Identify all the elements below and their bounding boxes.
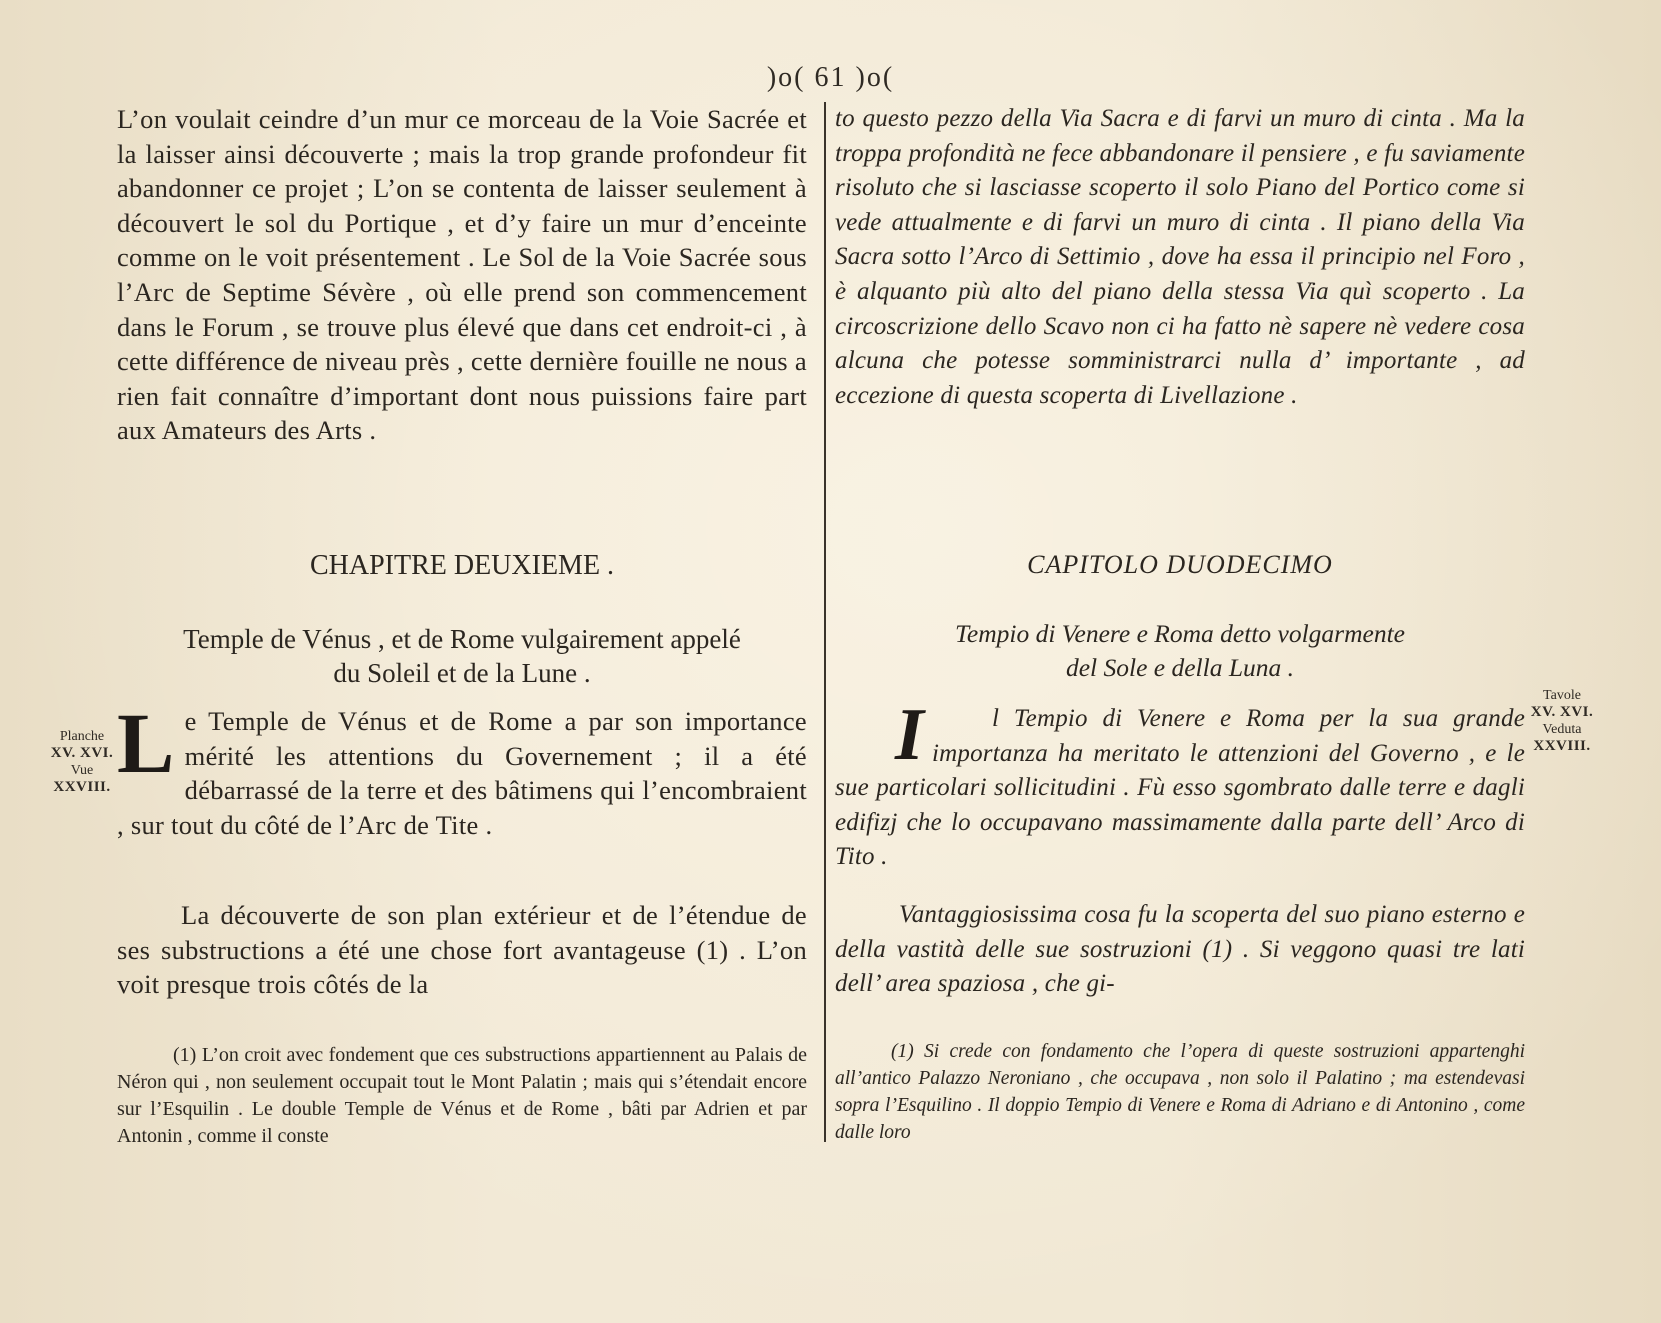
margin-note-label: Vue <box>70 763 94 778</box>
italian-drop-cap: I <box>895 694 924 776</box>
italian-footnote: (1) Si crede con fondamento che l’opera di queste sostruzioni appartenghi all’antico Palazzo Neroniano , che occupava , non solo il Palatino ; ma estendevasi sopra l’Esquilino . Il doppio Tempio di Venere e Roma di Adriano e di Antonino , come dalle loro <box>835 1041 1525 1143</box>
italian-paragraph-2: l Tempio di Venere e Roma per la sua grande importanza ha meritato le attenzioni del Governo , e le sue particolari sollicitudini . Fù esso sgombrato dalle terre e dagli edifizj che lo occupavano massimamente dalla parte dell’ Arco di Tito . <box>835 705 1525 871</box>
margin-note-label: Tavole <box>1543 688 1581 703</box>
italian-chapter-title: CAPITOLO DUODECIMO <box>1027 550 1333 579</box>
italian-subtitle-line-1: Tempio di Venere e Roma detto volgarmente <box>955 619 1405 648</box>
french-drop-cap: L <box>117 695 175 791</box>
italian-subtitle-line-2: del Sole e della Luna . <box>1065 653 1295 682</box>
page-number: )o( 61 )o( <box>766 62 895 93</box>
french-paragraph-2: e Temple de Vénus et de Rome a par son importance mérité les attentions du Governement ; il a été débarrassé de la terre et des bâtimens qui l’encombraient , sur tout du côté de l’Arc de Tite . <box>117 706 807 840</box>
italian-paragraph-1: to questo pezzo della Via Sacra e di farvi un muro di cinta . Ma la troppa profondità ne fece abbandonare il pensiere , e fu saviamente risoluto che si lasciasse scoperto il solo Piano del Portico come si vede attualmente e di farvi un muro di cinta . Il piano della Via Sacra sotto l’Arco di Settimio , dove ha essa il principio nel Foro , è alquanto più alto del piano della stessa Via quì scoperto . La circoscrizione dello Scavo non ci ha fatto nè sapere nè vedere cosa alcuna che potesse somministrarci nulla d’ importante , ad eccezione di questa scoperta di Livellazione . <box>835 105 1525 409</box>
italian-paragraph-3: Vantaggiosissima cosa fu la scoperta del suo piano esterno e della vastità delle sue sostruzioni (1) . Si veggono quasi tre lati dell’ area spaziosa , che gi- <box>835 901 1525 998</box>
french-paragraph-3: La découverte de son plan extérieur et de l’étendue de ses substructions a été une chose fort avantageuse (1) . L’on voit presque trois côtés de la <box>117 900 807 1000</box>
french-subtitle-line-2: du Soleil et de la Lune . <box>333 658 591 688</box>
margin-note-plates: XV. XVI. <box>1530 704 1594 720</box>
column-divider <box>824 102 826 1142</box>
french-chapter-title: CHAPITRE DEUXIEME . <box>309 550 615 581</box>
margin-note-label: Planche <box>59 729 105 744</box>
french-paragraph-1: L’on voulait ceindre d’un mur ce morceau de la Voie Sacrée et la laisser ainsi découverte ; mais la trop grande profondeur fit abandonner ce projet ; L’on se contenta de laisser seulement à découvert le sol du Portique , et d’y faire un mur d’enceinte comme on le voit présentement . Le Sol de la Voie Sacrée sous l’Arc de Septime Sévère , où elle prend son commencement dans le Forum , se trouve plus élevé que dans cet endroit-ci , à cette différence de niveau près , cette dernière fouille ne nous a rien fait connaître d’important dont nous puissions faire part aux Amateurs des Arts . <box>117 104 807 446</box>
margin-note-view: XXVIII. <box>53 779 111 795</box>
italian-margin-note <box>1526 687 1598 755</box>
french-margin-note <box>46 728 118 796</box>
margin-note-plates: XV. XVI. <box>50 745 114 761</box>
margin-note-label: Veduta <box>1542 722 1582 737</box>
french-subtitle-line-1: Temple de Vénus , et de Rome vulgairement appelé <box>183 624 741 654</box>
margin-note-view: XXVIII. <box>1533 738 1591 754</box>
french-footnote: (1) L’on croit avec fondement que ces substructions appartiennent au Palais de Néron qui , non seulement occupait tout le Mont Palatin ; mais qui s’étendait encore sur l’Esquilin . Le double Temple de Vénus et de Rome , bâti par Adrien et par Antonin , comme il conste <box>117 1044 807 1147</box>
